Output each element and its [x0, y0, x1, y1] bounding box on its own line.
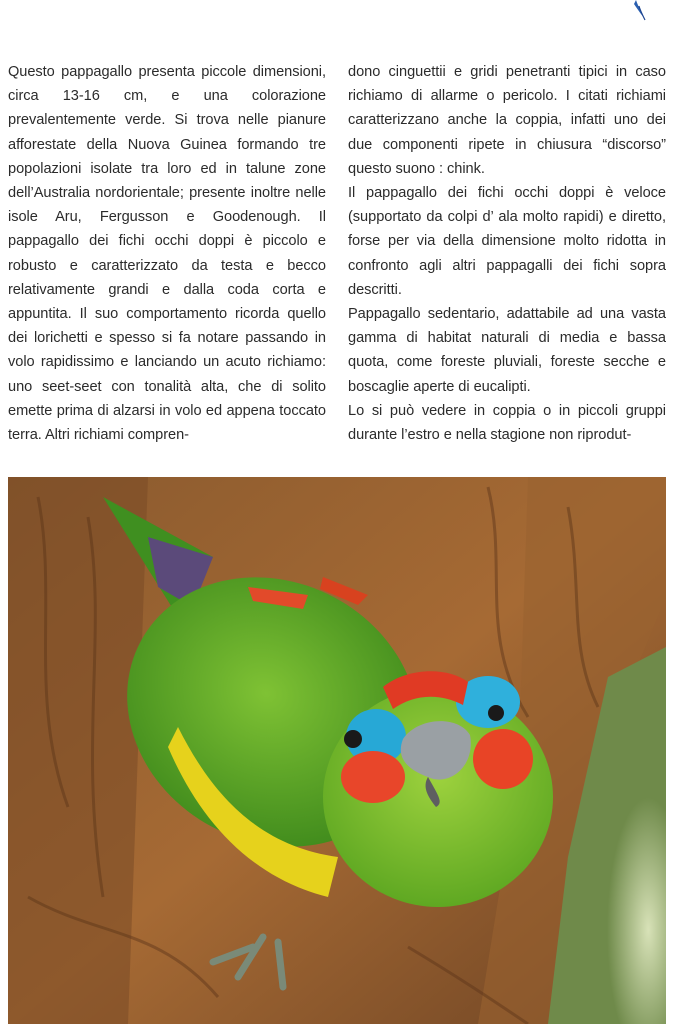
paragraph-left-1: Questo pappagallo presenta piccole dimensioni, circa 13-16 cm, e una colorazione prevalentemente verde. Si trova nelle pianure afforestate della Nuova Guinea formando tre popolazioni isolate tra loro ed in talune zone dell’Australia nordorientale; presente inoltre nelle isole Aru, Fergusson e Goodenough. Il pappagallo dei fichi occhi doppi è piccolo e robusto e caratterizzato da testa e becco relativamente grandi e dalla coda corta e appuntita. Il suo comportamento ricorda quello dei lorichetti e spesso si fa notare passando in volo rapidissimo e lanciando un acuto richiamo: uno seet-seet con tonalità alta, che di solito emette prima di alzarsi in volo ed appena toccato terra. Altri richiami compren- [8, 64, 326, 444]
paragraph-right-1: dono cinguettii e gridi penetranti tipici in caso richiamo di allarme o pericolo. I citati richiami caratterizzano anche la coppia, infatti uno dei due componenti ripete in chiusura “discorso” questo suono : chink. [348, 64, 666, 177]
paragraph-right-4: Lo si può vedere in coppia o in piccoli gruppi durante l’estro e nella stagione non riprodut- [348, 402, 666, 444]
column-left [8, 60, 326, 447]
paragraph-right-2: Il pappagallo dei fichi occhi doppi è veloce (supportato da colpi d’ ala molto rapidi) e diretto, forse per via della dimensione molto ridotta in confronto agli altri pappagalli dei fichi sopra descritti. [348, 185, 666, 298]
parrot-photo-icon [8, 477, 666, 1024]
paragraph-right-3: Pappagallo sedentario, adattabile ad una vasta gamma di habitat naturali di media e bassa quota, come foreste pluviali, foreste secche e boscaglie aperte di eucalipti. [348, 306, 666, 395]
article-columns [8, 60, 666, 447]
column-right [348, 60, 666, 447]
parrot-photo [8, 477, 666, 1024]
feather-logo-icon [628, 0, 648, 22]
